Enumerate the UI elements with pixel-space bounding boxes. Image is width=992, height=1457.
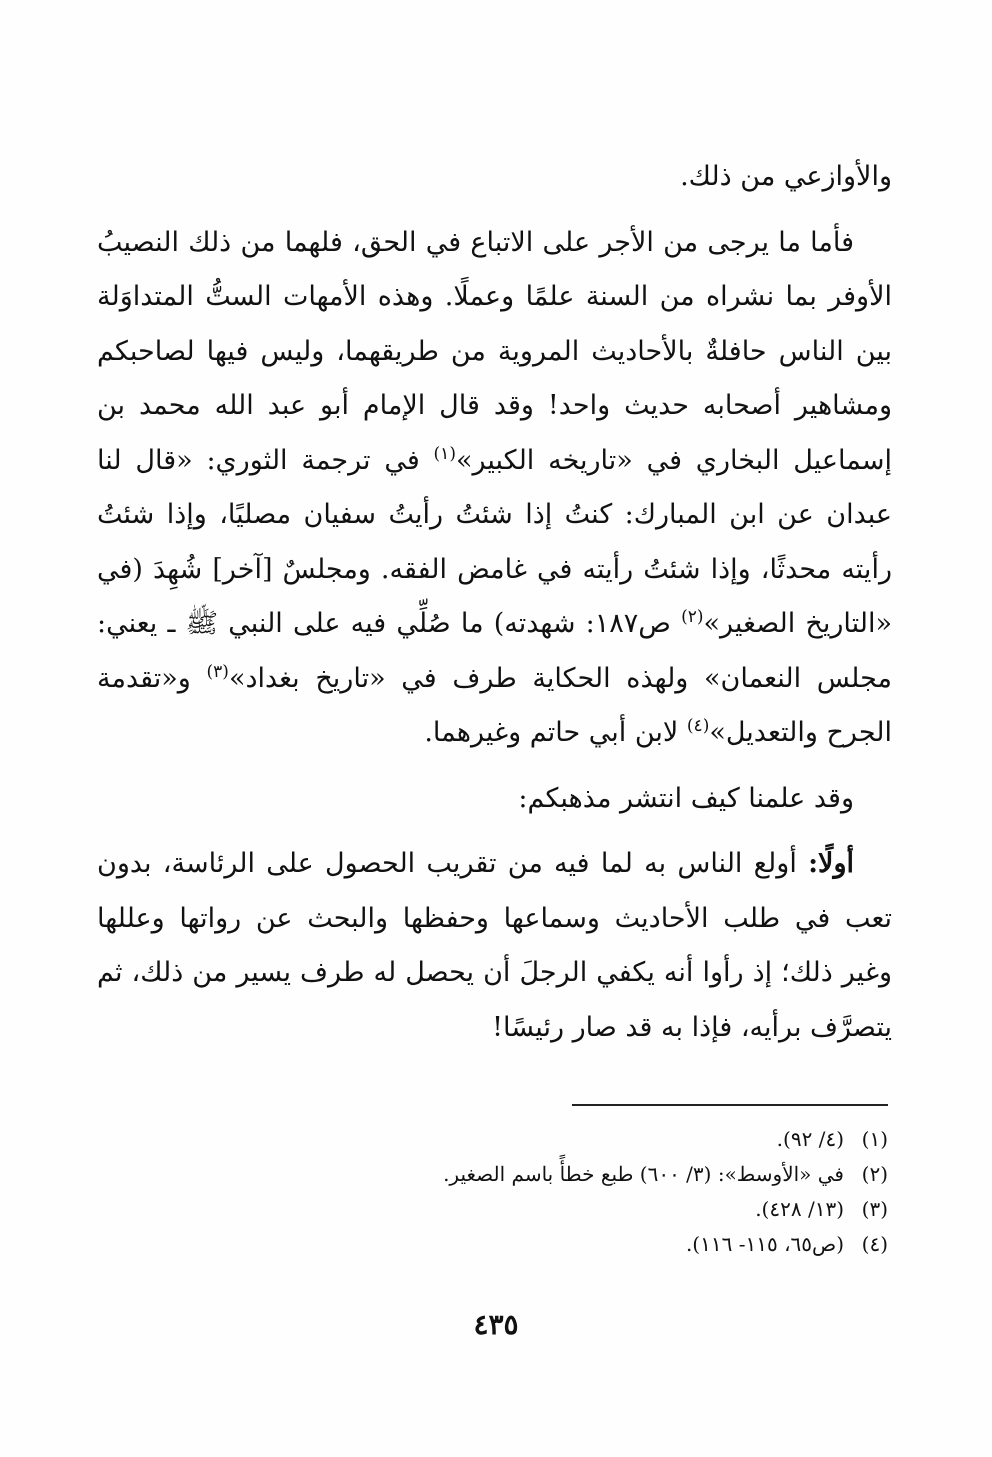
footnote-2-number: (٢): [861, 1162, 888, 1186]
footnote-marker-1: (١): [433, 443, 456, 464]
footnote-4: [98, 1227, 888, 1262]
footnote-separator: [572, 1104, 888, 1106]
main-text-part-3: ص١٨٧: شهدته) ما صُلِّي فيه على النبي ﷺ ـ يعني: مجلس النعمان» ولهذه الحكاية طرف في «تاريخ بغداد»: [97, 608, 892, 694]
main-text-part-5: لابن أبي حاتم وغيرهما.: [424, 717, 679, 748]
main-text-part-1: فأما ما يرجى من الأجر على الاتباع في الحق، فلهما من ذلك النصيبُ الأوفر بما نشراه من السنة علمًا وعملًا. وهذه الأمهات الستُّ المتداوَلة بين الناس حافلةٌ بالأحاديث المروية من طريقهما، وليس فيها لصاحبكم ومشاهير أصحابه حديث واحد! وقد قال الإمام أبو عبد الله محمد بن إسماعيل البخاري في «تاريخه الكبير»: [97, 226, 893, 476]
footnote-marker-2: (٢): [681, 607, 704, 627]
main-text: [97, 150, 892, 1066]
footnote-3-text: (١٣/ ٤٢٨).: [755, 1197, 844, 1221]
footnote-4-text: (ص٦٥، ١١٥- ١١٦).: [685, 1232, 844, 1256]
opening-line: والأوازعي من ذلك.: [680, 161, 892, 192]
main-text-part-2: في ترجمة الثوري: «قال لنا عبدان عن ابن المبارك: كنتُ إذا شئتُ رأيتُ سفيان مصليًا، وإذا شئتُ رأيته محدثًا، وإذا شئتُ رأيته في غامض الفقه. ومجلسٌ [آخر] شُهِدَ (في «التاريخ الصغير»: [97, 444, 893, 639]
footnote-1-number: (١): [861, 1127, 888, 1151]
first-reason-text: أولع الناس به لما فيه من تقريب الحصول على الرئاسة، بدون تعب في طلب الأحاديث وسماعها وحفظها والبحث عن رواتها وعللها وغير ذلك؛ إذ رأوا أنه يكفي الرجلَ أن يحصل له طرف يسير من ذلك، ثم يتصرَّف برأيه، فإذا به قد صار رئيسًا!: [97, 848, 892, 1043]
footnote-4-number: (٤): [861, 1232, 888, 1256]
footnote-1-text: (٤/ ٩٢).: [776, 1127, 844, 1151]
footnote-2: [98, 1157, 888, 1192]
paragraph-main: [97, 216, 892, 761]
main-text-part-4: و«تقدمة الجرح والتعديل»: [97, 662, 892, 748]
footnote-1: [98, 1122, 888, 1157]
footnotes: [98, 1122, 888, 1262]
paragraph-spread: [97, 772, 892, 827]
paragraph-first-reason: [97, 837, 892, 1055]
first-reason-lead: أولًا:: [808, 848, 854, 879]
footnote-2-text: في «الأوسط»: (٣/ ٦٠٠) طبع خطأً باسم الصغير.: [443, 1162, 844, 1186]
spread-line: وقد علمنا كيف انتشر مذهبكم:: [518, 782, 854, 814]
page-number: ٤٣٥: [473, 1308, 519, 1341]
footnote-marker-4: (٤): [686, 716, 710, 736]
paragraph-opening: [97, 150, 892, 205]
footnote-3: [98, 1192, 888, 1227]
footnote-3-number: (٣): [861, 1197, 888, 1221]
footnote-marker-3: (٣): [206, 661, 229, 682]
